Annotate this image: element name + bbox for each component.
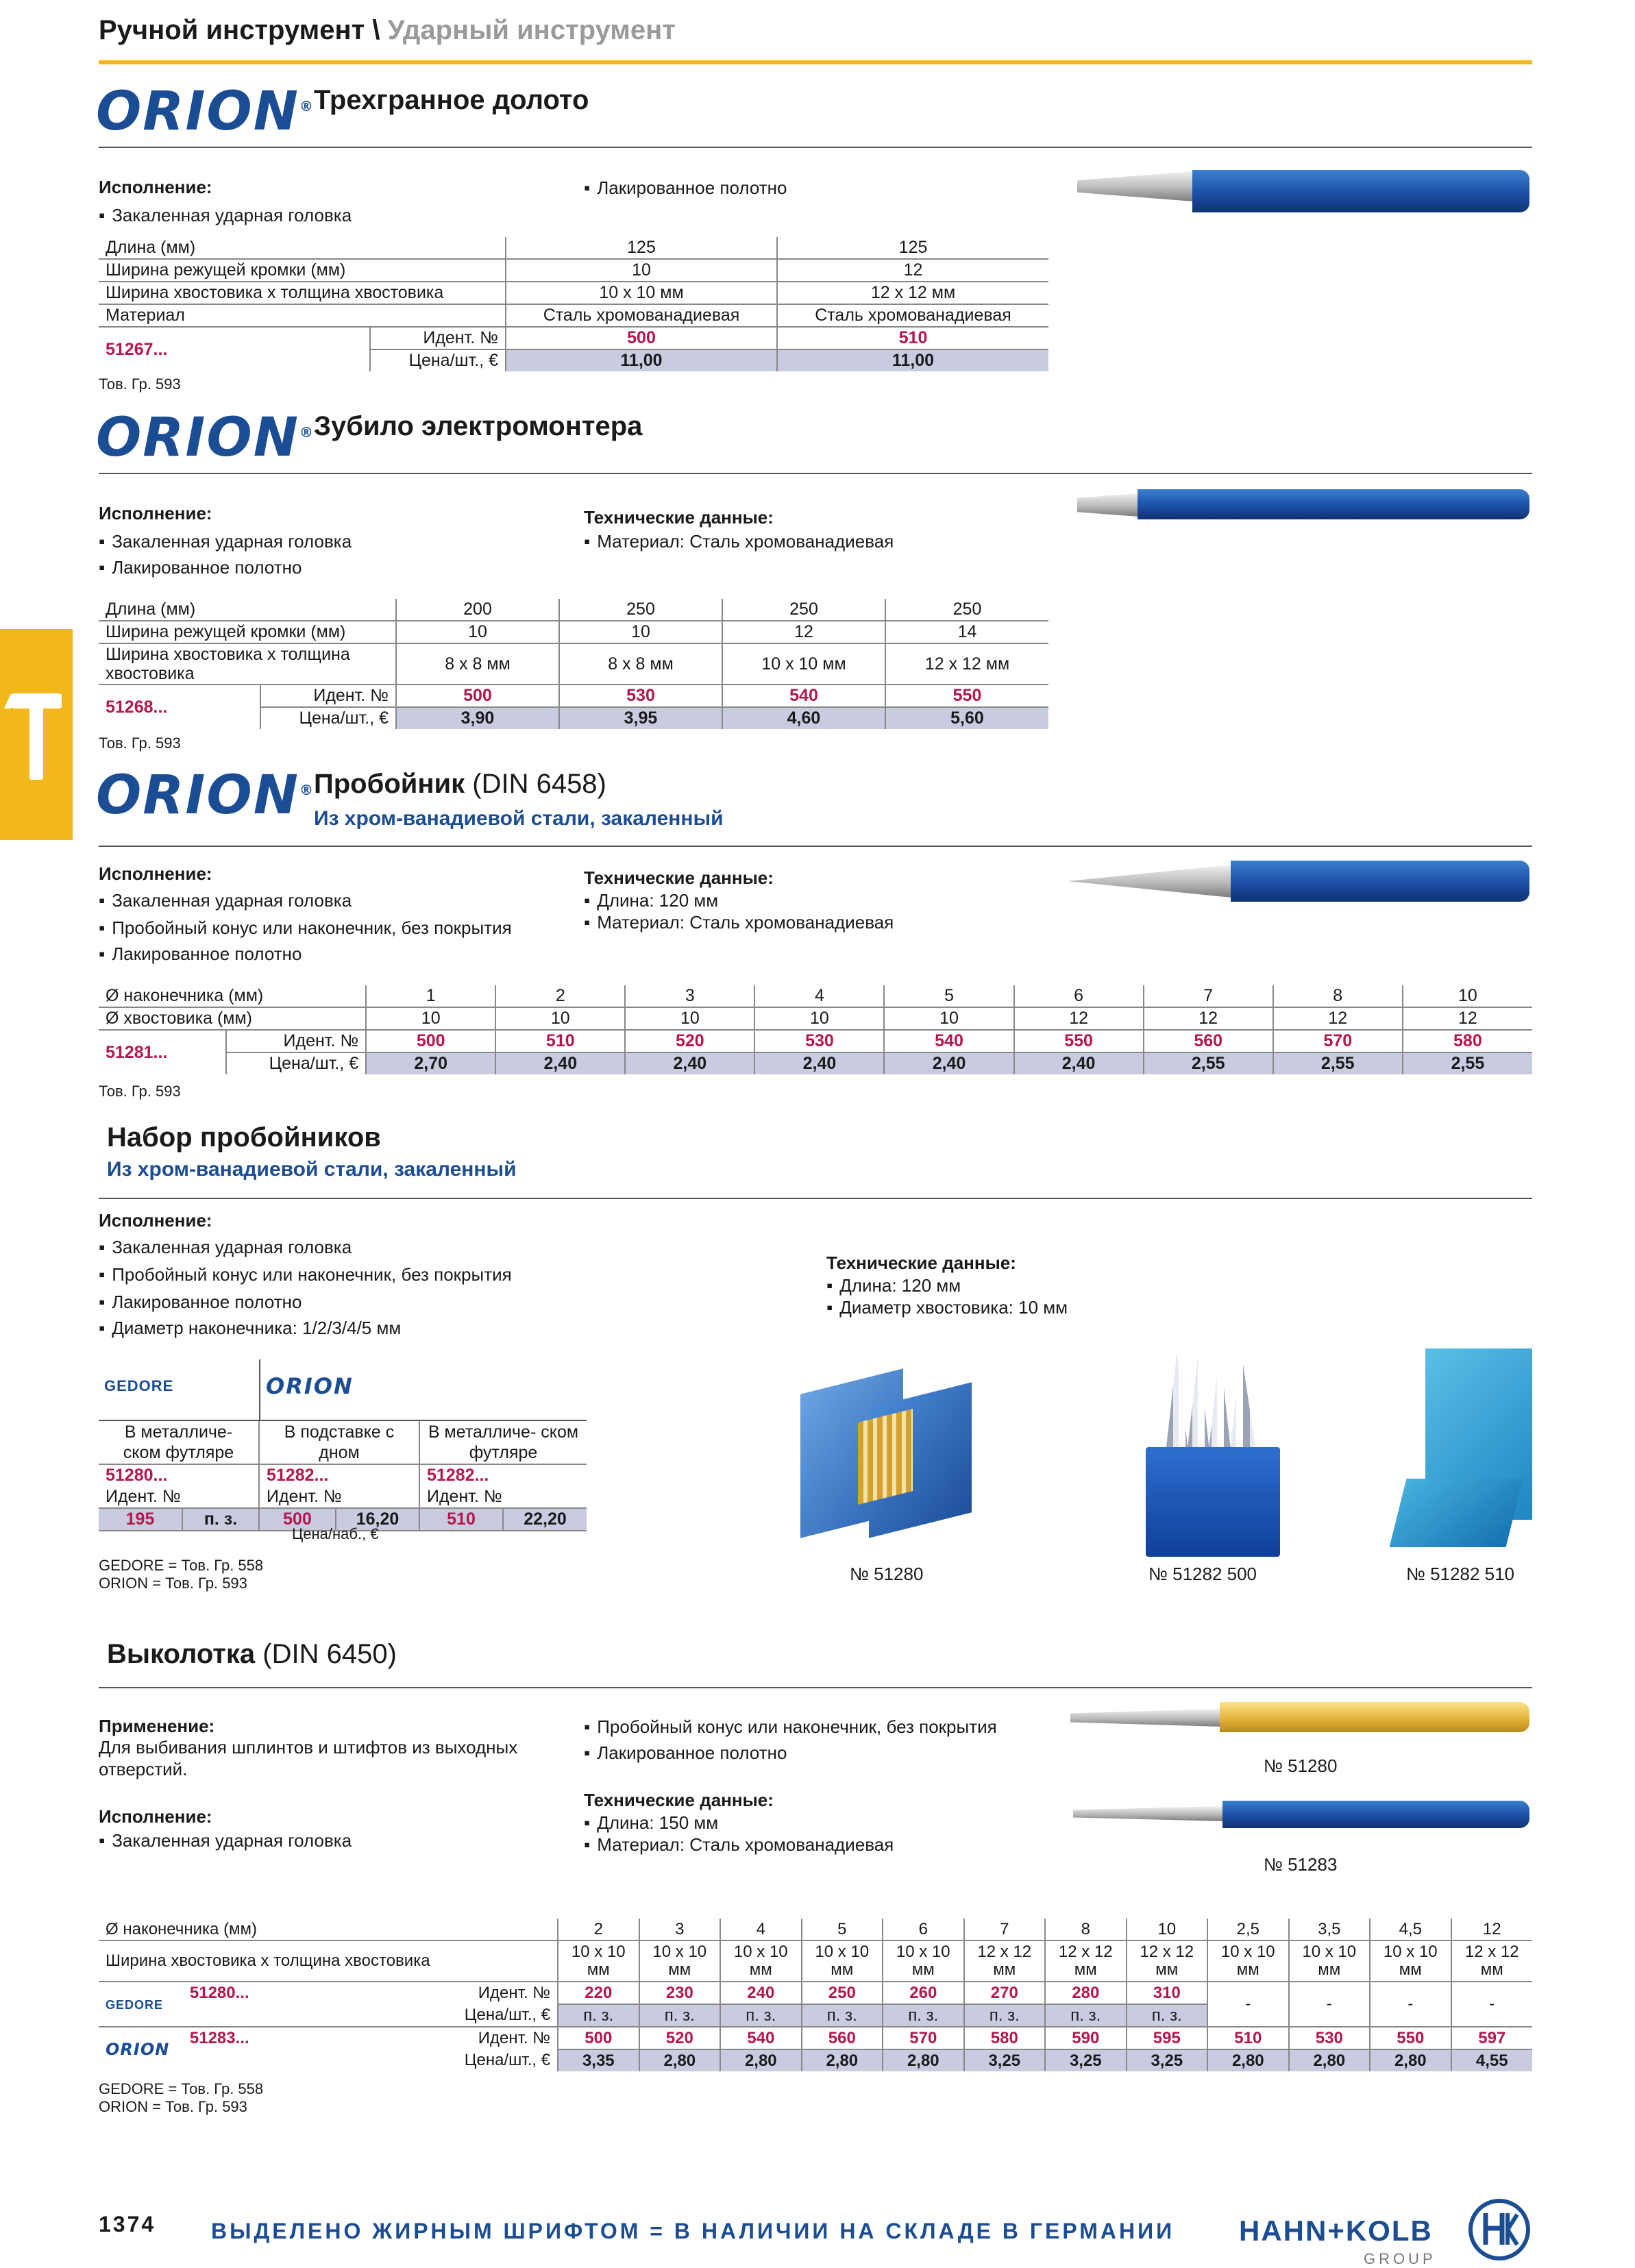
bullet: ▪ Диаметр наконечника: 1/2/3/4/5 мм [99,1314,401,1342]
bullet: ▪ Лакированное полотно [584,174,787,201]
section-title: Пробойник (DIN 6458) [314,769,606,799]
product-group: ORION = Тов. Гр. 593 [99,1575,247,1592]
orion-logo: ORION® [96,81,315,143]
execution-label: Исполнение: [99,863,212,884]
bullet: ▪ Пробойный конус или наконечник, без покрытия [584,1713,997,1740]
bullet: ▪ Материал: Сталь хромованадиевая [584,909,894,936]
section-rule [99,1198,1532,1199]
chisel-handle-image [1138,489,1529,519]
orion-logo: ORION [266,1373,354,1399]
pin-punch-handle-image [1222,1801,1529,1828]
punch-set-metal-case-image [1398,1348,1532,1547]
side-tab [0,629,73,840]
logo-group-label: GROUP [1364,2250,1436,2267]
section-title: Набор пробойников [107,1122,381,1153]
section-title: Трехгранное долото [314,85,589,115]
bullet: ▪ Пробойный конус или наконечник, без покрытия [99,914,512,941]
bullet: ▪ Материал: Сталь хромованадиевая [584,528,894,555]
execution-label: Исполнение: [99,1806,212,1827]
bullet: ▪ Длина: 120 мм [584,887,718,914]
product-group: Тов. Гр. 593 [99,735,181,752]
punch-tip-image [1068,865,1232,898]
bullet: ▪ Лакированное полотно [584,1739,787,1766]
tech-label: Технические данные: [584,1790,774,1810]
execution-label: Исполнение: [99,177,212,197]
hammer-icon [0,629,73,840]
page-number: 1374 [99,2212,156,2236]
hahn-kolb-logo: HAHN+KOLB [1239,2215,1433,2247]
spec-table: Длина (мм) 200 250 250 250 Ширина режущей кромки (мм) 10 10 12 14 Ширина хвостовика х толщина хвостовика 8 x 8 мм 8 x 8 мм 10 x 10 мм 12 x 12 мм 51268... Идент. № 500 530 540 550 Цена/шт., € 3,90 3,95 4,60 5,60 [99,599,1048,729]
orion-logo: ORION® [96,407,315,469]
gedore-logo: GEDORE [106,1998,164,2012]
bullet: ▪ Лакированное полотно [99,554,302,581]
execution-label: Исполнение: [99,1210,212,1231]
image-caption: № 51282 500 [1148,1564,1257,1584]
bullet: ▪ Закаленная ударная головка [99,1827,352,1854]
bullet: ▪ Длина: 150 мм [584,1809,718,1836]
bullet: ▪ Материал: Сталь хромованадиевая [584,1831,894,1858]
pin-punch-tip-image [1073,1806,1224,1821]
chisel-handle-image [1192,170,1529,212]
section-rule [99,1687,1532,1688]
article-code: 51282... [419,1464,587,1486]
tech-label: Технические данные: [826,1253,1016,1273]
bullet: ▪ Закаленная ударная головка [99,528,352,555]
spec-table: Длина (мм) 125 125 Ширина режущей кромки (мм) 10 12 Ширина хвостовика х толщина хвостовика 10 x 10 мм 12 x 12 мм Материал Сталь хромованадиевая Сталь хромованадиевая 51267... Идент. № 500 510 Цена/шт., € 11,00 11,00 [99,237,1048,371]
image-caption: № 51280 [850,1564,924,1584]
divider [259,1359,260,1421]
punch-handle-image [1231,861,1529,902]
section-title: Выколотка (DIN 6450) [107,1639,397,1669]
chisel-blade-image [1077,493,1139,517]
application-label: Применение: [99,1716,215,1736]
image-caption: № 51280 [1264,1755,1338,1776]
section-rule [99,473,1532,474]
pin-punch-handle-image [1220,1702,1529,1732]
execution-label: Исполнение: [99,503,212,523]
set-table: В металличе- ском футляре В подставке с дном В металличе- ском футляре 51280... 51282... 51282... Идент. № Идент. № Идент. № 195 п. з. 500 16,20 510 22,20 [99,1420,587,1531]
hk-badge-icon [1466,2197,1532,2263]
article-code: 51280... [189,1984,249,2002]
punch-set-metal-case-image [800,1368,980,1531]
image-caption: № 51282 510 [1406,1564,1515,1584]
bullet: ▪ Длина: 120 мм [826,1272,961,1299]
stock-note: ВЫДЕЛЕНО ЖИРНЫМ ШРИФТОМ = В НАЛИЧИИ НА СКЛАДЕ В ГЕРМАНИИ [211,2219,1175,2243]
bullet: ▪ Закаленная ударная головка [99,201,352,229]
bullet: ▪ Пробойный конус или наконечник, без покрытия [99,1261,512,1288]
article-code: 51280... [106,1466,168,1485]
punch-set-stand-image [1146,1351,1280,1557]
spec-table: Ø наконечника (мм) 2 3 4 5 6 7 8 10 2,5 3,5 4,5 12 Ширина хвостовика х толщина хвостовика 10 x 10 мм 10 x 10 мм 10 x 10 мм 10 x 10 мм 10 x 10 мм 12 x 12 мм 12 x 12 мм 12 x 12 мм 10 x 10 мм 10 x 10 мм 10 x 10 мм 12 x 12 мм GEDORE 51280... Идент. № 220 230 240 250 260 270 280 310 - - - - Цена/шт., € п. з. п. з. п. з. п. з. п. з. п. з. п. з. п. з. ORION 51283... Идент. № 500 520 540 560 570 580 590 595 510 530 550 597 Цена/шт., € 3,35 2,80 2,80 2,80 2,80 3,25 3,25 3,25 2,80 2,80 2,80 4,55 [99,1919,1532,2071]
section-rule [99,147,1532,148]
article-code: 51283... [189,2029,249,2047]
product-group: Тов. Гр. 593 [99,1083,181,1100]
article-code: 51267... [106,339,168,359]
gedore-logo: GEDORE [104,1377,174,1394]
price-unit-label: Цена/наб., € [292,1525,379,1542]
tech-label: Технические данные: [584,867,774,888]
image-caption: № 51283 [1264,1854,1338,1875]
chisel-blade-image [1077,171,1194,201]
bullet: ▪ Лакированное полотно [99,1288,302,1316]
article-code: 51281... [106,1042,168,1062]
section-rule [99,846,1532,847]
bullet: ▪ Диаметр хвостовика: 10 мм [826,1294,1068,1321]
orion-logo: ORION [106,2039,170,2059]
section-subtitle: Из хром-ванадиевой стали, закаленный [314,807,724,830]
spec-table: Ø наконечника (мм) 1 2 3 4 5 6 7 8 10 Ø хвостовика (мм) 10 10 10 10 10 12 12 12 12 51281... Идент. № 500 510 520 530 540 550 560 570 580 Цена/шт., € 2,70 2,40 2,40 2,40 2,40 2,40 2,55 2,55 2,55 [99,985,1532,1074]
article-code: 51282... [259,1464,419,1486]
section-subtitle: Из хром-ванадиевой стали, закаленный [107,1158,517,1181]
orion-logo: ORION® [96,765,315,826]
product-group: ORION = Тов. Гр. 593 [99,2098,247,2115]
product-group: GEDORE = Тов. Гр. 558 [99,2080,264,2097]
product-group: GEDORE = Тов. Гр. 558 [99,1557,264,1574]
article-code: 51268... [106,697,168,717]
bullet: ▪ Лакированное полотно [99,940,302,967]
section-title: Зубило электромонтера [314,411,643,441]
product-group: Тов. Гр. 593 [99,375,181,393]
page-title: Ручной инструмент \ Ударный инструмент [99,15,676,45]
pin-punch-tip-image [1070,1709,1221,1727]
application-text: Для выбивания шплинтов и штифтов из выходных отверстий. [99,1737,518,1779]
tech-label: Технические данные: [584,507,774,528]
header-rule [99,60,1532,64]
bullet: ▪ Закаленная ударная головка [99,1233,352,1261]
bullet: ▪ Закаленная ударная головка [99,887,352,914]
